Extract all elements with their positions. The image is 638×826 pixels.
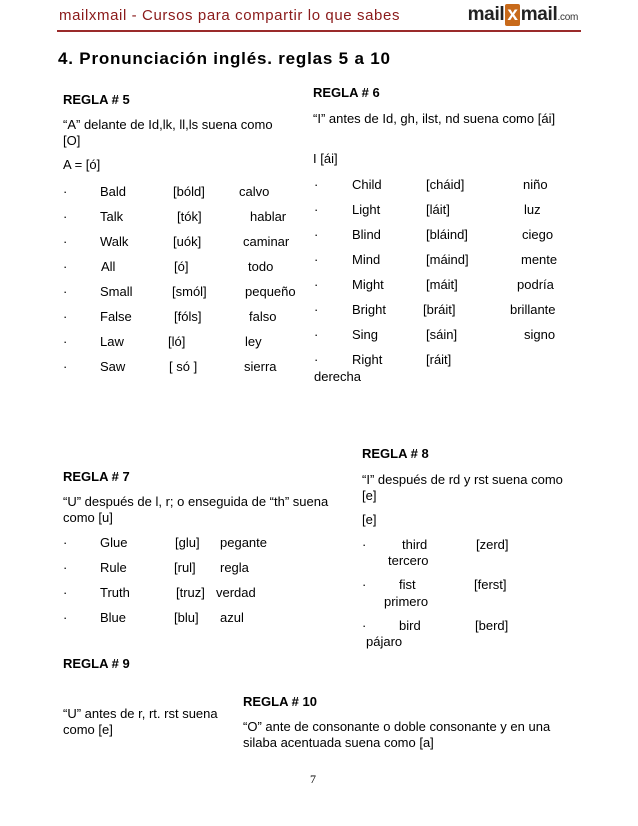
rule5-row-bullet: · [63,259,68,274]
rule8-row-translation: tercero [388,553,429,568]
rule6-heading: REGLA # 6 [313,85,380,100]
rule7-row-pronunciation: [truz] [176,585,205,600]
rule5-row-translation: todo [248,259,274,274]
rule7-row-translation: pegante [220,535,267,550]
rule8-row-bullet: · [362,577,367,592]
rule6-row-bullet: · [314,327,319,342]
rule7-row-pronunciation: [rul] [174,560,196,575]
rule5-row-pronunciation: [uók] [173,234,202,249]
rule6-row-translation: podría [517,277,554,292]
rule6-row-pronunciation: [bráit] [423,302,456,317]
rule8-row-word: third [402,537,428,552]
rule5-row-bullet: · [63,309,68,324]
rule5-row-translation: hablar [250,209,287,224]
rule5-row-bullet: · [63,359,68,374]
rule6-row-word: Light [352,202,381,217]
rule5-row-pronunciation: [fóls] [174,309,202,324]
rule5-row-word: False [100,309,132,324]
rule10-description: “O” ante de consonante o doble consonante y en una silaba acentuada suena como [a] [243,719,551,750]
rule5-row-word: All [101,259,116,274]
rule8-row-word: fist [399,577,416,592]
rule8-row-word: bird [399,618,421,633]
rule8-heading: REGLA # 8 [362,446,429,461]
rule5-row-bullet: · [63,184,68,199]
rule5-row-translation: ley [245,334,262,349]
rule5-row-pronunciation: [ló] [168,334,186,349]
rule5-row-word: Talk [100,209,124,224]
rule5-row-word: Small [100,284,133,299]
rule8-row-bullet: · [362,537,367,552]
rule6-row-translation: brillante [510,302,556,317]
rule8-row-pronunciation: [zerd] [476,537,509,552]
rule8-row-bullet: · [362,618,367,633]
rule6-row-word: Might [352,277,384,292]
rule7-row-bullet: · [63,585,68,600]
rule7-row-bullet: · [63,560,68,575]
rule5-row-pronunciation: [ó] [174,259,189,274]
rule7-row-word: Truth [100,585,130,600]
rule5-heading: REGLA # 5 [63,92,130,107]
rule5-row-translation: pequeño [245,284,296,299]
rule6-sound: I [ái] [313,151,338,166]
rule5-row-word: Law [100,334,124,349]
rule6-row-bullet: · [314,227,319,242]
rule5-sound: A = [ó] [63,157,101,172]
rule8-row-pronunciation: [ferst] [474,577,507,592]
rule8-description: “I” después de rd y rst suena como [e] [362,472,563,503]
page-title: 4. Pronunciación inglés. reglas 5 a 10 [58,49,391,68]
rule6-row-bullet: · [314,252,319,267]
rule5-row-translation: caminar [243,234,290,249]
rule7-row-translation: verdad [216,585,256,600]
rule7-row-word: Glue [100,535,128,550]
rule6-row-pronunciation: [máit] [426,277,458,292]
rule6-row-translation: mente [521,252,558,267]
rule6-row-pronunciation: [cháid] [426,177,465,192]
rule6-row-bullet: · [314,177,319,192]
rule7-row-word: Blue [100,610,127,625]
page-header [57,4,581,30]
header-divider [57,30,581,32]
rule7-description: “U” después de l, r; o enseguida de “th” suena como [u] [63,494,329,525]
rule5-row-pronunciation: [bóld] [173,184,205,199]
rule6-row-pronunciation: [máind] [426,252,469,267]
rule6-row-bullet: · [314,302,319,317]
rule8-row-translation: primero [384,594,429,609]
rule10-heading: REGLA # 10 [243,694,317,709]
rule5-row-pronunciation: [tók] [177,209,202,224]
rule7-row-bullet: · [63,610,68,625]
rule5-description: “A” delante de Id,lk, ll,ls suena como [O] [63,117,273,148]
rule5-row-translation: calvo [239,184,270,199]
rule6-row-bullet: · [314,352,319,367]
rule5-row-pronunciation: [smól] [172,284,207,299]
page-number: 7 [310,772,316,786]
rule7-heading: REGLA # 7 [63,469,130,484]
rule8-row-pronunciation: [berd] [475,618,509,633]
rule5-row-bullet: · [63,234,68,249]
mailxmail-logo[interactable]: mail x mail.com [467,4,578,25]
rule6-row-word: Mind [352,252,381,267]
rule6-row-pronunciation: [láit] [426,202,450,217]
rule7-row-bullet: · [63,535,68,550]
rule5-row-word: Saw [100,359,126,374]
rule7-row-pronunciation: [glu] [175,535,200,550]
rule6-row-pronunciation: [bláind] [426,227,468,242]
rule6-row-word: Bright [352,302,386,317]
rule6-row-word: Blind [352,227,381,242]
rule6-description: “I” antes de Id, gh, ilst, nd suena como [ái] [313,111,556,126]
rule5-row-word: Walk [100,234,129,249]
rule6-row-pronunciation: [sáin] [426,327,458,342]
rule9-description: “U” antes de r, rt. rst suena como [e] [63,706,218,737]
rule8-row-translation: pájaro [366,634,403,649]
rule5-row-translation: sierra [244,359,277,374]
rule5-row-bullet: · [63,209,68,224]
rule6-row-word: Sing [352,327,379,342]
rule7-row-pronunciation: [blu] [174,610,199,625]
rule9-heading: REGLA # 9 [63,656,130,671]
rule7-row-word: Rule [100,560,127,575]
rule5-row-word: Bald [100,184,127,199]
site-name: mailxmail - Cursos para compartir lo que sabes [59,7,401,24]
rule6-row-translation: luz [524,202,541,217]
rule6-row-translation: niño [523,177,548,192]
rule5-row-pronunciation: [ só ] [169,359,198,374]
rule6-row-translation: derecha [314,369,361,384]
rule5-row-bullet: · [63,334,68,349]
rule6-row-word: Right [352,352,383,367]
rule8-sound: [e] [362,512,377,527]
rule7-row-translation: regla [220,560,249,575]
rule5-row-translation: falso [249,309,277,324]
rule6-row-word: Child [352,177,382,192]
rule5-row-bullet: · [63,284,68,299]
rule6-row-bullet: · [314,202,319,217]
rule6-row-pronunciation: [ráit] [426,352,452,367]
rule6-row-bullet: · [314,277,319,292]
rule7-row-translation: azul [220,610,244,625]
rule6-row-translation: signo [524,327,556,342]
rule6-row-translation: ciego [522,227,554,242]
